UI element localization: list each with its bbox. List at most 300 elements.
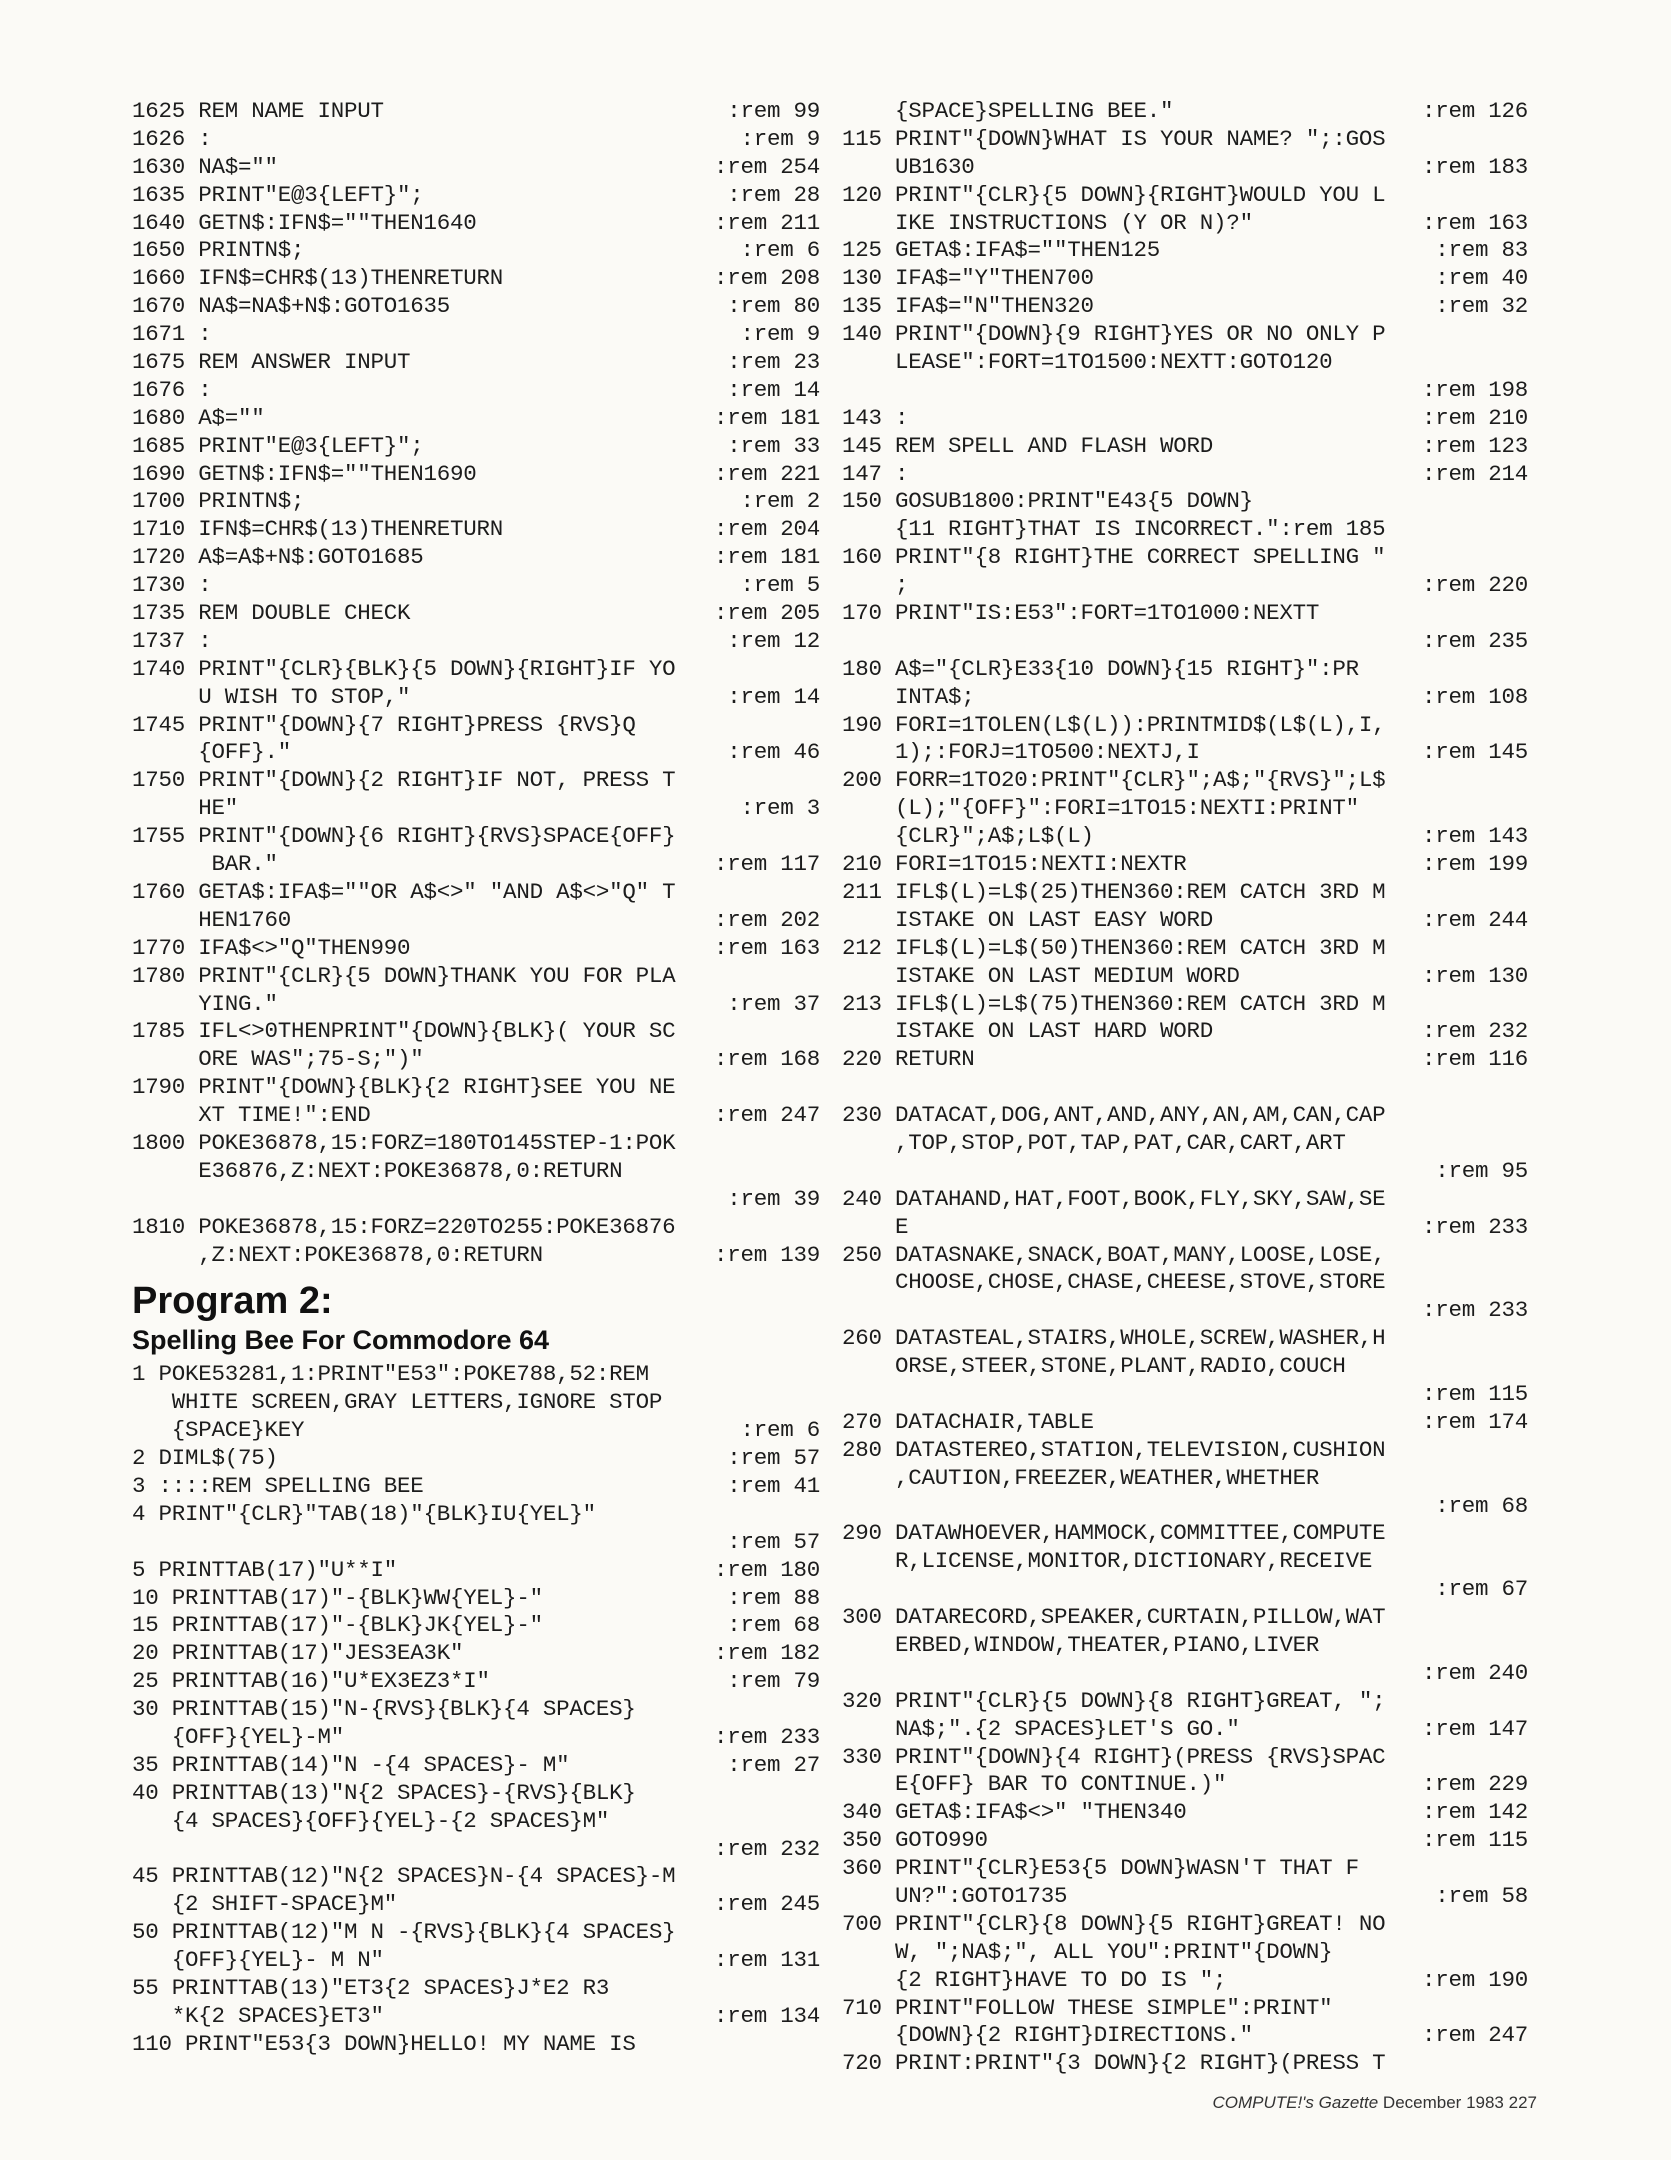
code-line <box>842 1855 1528 1883</box>
code-text: 700 PRINT"{CLR}{8 DOWN}{5 RIGHT}GREAT! NO <box>842 1910 1386 1937</box>
rem-checksum: :rem 202 <box>713 906 820 933</box>
rem-checksum: :rem 211 <box>713 209 820 236</box>
code-text: 260 DATASTEAL,STAIRS,WHOLE,SCREW,WASHER,H <box>842 1325 1386 1352</box>
code-line <box>132 656 820 684</box>
code-line <box>132 516 820 544</box>
code-text: ; <box>842 572 909 599</box>
program-2-subtitle: Spelling Bee For Commodore 64 <box>132 1325 550 1356</box>
code-text: 4 PRINT"{CLR}"TAB(18)"{BLK}IU{YEL}" <box>132 1500 596 1527</box>
code-line <box>132 321 820 349</box>
rem-checksum: :rem 3 <box>740 795 820 822</box>
code-text: R,LICENSE,MONITOR,DICTIONARY,RECEIVE <box>842 1548 1373 1575</box>
left-column <box>132 98 820 2059</box>
rem-checksum: :rem 12 <box>727 627 820 654</box>
code-line <box>132 1557 820 1585</box>
code-text: 1 POKE53281,1:PRINT"E53":POKE788,52:REM <box>132 1361 649 1388</box>
code-line <box>842 1102 1528 1130</box>
code-line <box>842 1632 1528 1660</box>
program-2-title: Program 2: <box>132 1280 333 1323</box>
code-line <box>132 1501 820 1529</box>
code-line <box>132 349 820 377</box>
code-text: 1710 IFN$=CHR$(13)THENRETURN <box>132 516 504 543</box>
code-text: 1800 POKE36878,15:FORZ=180TO145STEP-1:POK <box>132 1129 676 1156</box>
code-text: 1785 IFL<>0THENPRINT"{DOWN}{BLK}( YOUR SC <box>132 1018 676 1045</box>
rem-checksum: :rem 181 <box>713 404 820 431</box>
code-line <box>132 823 820 851</box>
code-line <box>132 1046 820 1074</box>
code-line <box>842 154 1528 182</box>
code-line <box>132 1808 820 1836</box>
code-line <box>842 1660 1528 1688</box>
code-text: 1685 PRINT"E@3{LEFT}"; <box>132 432 424 459</box>
rem-checksum: :rem 174 <box>1421 1408 1528 1435</box>
rem-checksum: :rem 220 <box>1421 572 1528 599</box>
code-text: {2 SHIFT-SPACE}M" <box>132 1891 398 1918</box>
page-number: 227 <box>1508 2093 1537 2112</box>
code-line <box>842 1437 1528 1465</box>
code-text: 360 PRINT"{CLR}E53{5 DOWN}WASN'T THAT F <box>842 1855 1359 1882</box>
code-text: 720 PRINT:PRINT"{3 DOWN}{2 RIGHT}(PRESS T <box>842 2050 1386 2077</box>
rem-checksum: :rem 123 <box>1421 432 1528 459</box>
rem-checksum: :rem 116 <box>1421 1046 1528 1073</box>
code-text: 3 ::::REM SPELLING BEE <box>132 1472 424 1499</box>
code-text: 1650 PRINTN$; <box>132 237 305 264</box>
code-text: 35 PRINTTAB(14)"N -{4 SPACES}- M" <box>132 1751 570 1778</box>
rem-checksum: :rem 126 <box>1421 98 1528 124</box>
code-line <box>842 1158 1528 1186</box>
code-line <box>132 433 820 461</box>
code-text: {OFF}{YEL}- M N" <box>132 1947 384 1974</box>
rem-checksum: :rem 40 <box>1435 265 1528 292</box>
code-text: 1735 REM DOUBLE CHECK <box>132 600 411 627</box>
code-text: 270 DATACHAIR,TABLE <box>842 1408 1094 1435</box>
code-line <box>842 823 1528 851</box>
code-text: ,Z:NEXT:POKE36878,0:RETURN <box>132 1241 543 1268</box>
code-line <box>842 1576 1528 1604</box>
code-text: *K{2 SPACES}ET3" <box>132 2002 384 2029</box>
code-line <box>132 572 820 600</box>
code-text: {OFF}." <box>132 739 292 766</box>
code-line <box>842 488 1528 516</box>
code-line <box>842 349 1528 377</box>
code-text: INTA$; <box>842 683 975 710</box>
code-text: 1700 PRINTN$; <box>132 488 305 515</box>
rem-checksum: :rem 181 <box>713 544 820 571</box>
rem-checksum: :rem 39 <box>727 1185 820 1212</box>
code-text: UB1630 <box>842 153 975 180</box>
code-text: 1635 PRINT"E@3{LEFT}"; <box>132 181 424 208</box>
code-line <box>842 991 1528 1019</box>
rem-checksum: :rem 115 <box>1421 1827 1528 1854</box>
code-line <box>132 712 820 740</box>
code-line <box>842 1242 1528 1270</box>
code-line <box>132 1102 820 1130</box>
code-text: 200 FORR=1TO20:PRINT"{CLR}";A$;"{RVS}";L$ <box>842 767 1386 794</box>
code-text: YING." <box>132 990 278 1017</box>
right-column <box>842 98 1528 2078</box>
code-line <box>842 1604 1528 1632</box>
listing-program-2 <box>132 1361 820 2058</box>
code-line <box>132 1668 820 1696</box>
code-line <box>132 628 820 656</box>
code-line <box>132 1696 820 1724</box>
code-text: BAR." <box>132 851 278 878</box>
code-text: 15 PRINTTAB(17)"-{BLK}JK{YEL}-" <box>132 1612 543 1639</box>
rem-checksum: :rem 9 <box>740 321 820 348</box>
code-text: HEN1760 <box>132 906 292 933</box>
code-text: 140 PRINT"{DOWN}{9 RIGHT}YES OR NO ONLY P <box>842 321 1386 348</box>
rem-checksum: :rem 131 <box>713 1947 820 1974</box>
rem-checksum: :rem 247 <box>713 1102 820 1129</box>
rem-checksum: :rem 57 <box>727 1528 820 1555</box>
code-text: (L);"{OFF}":FORI=1TO15:NEXTI:PRINT" <box>842 795 1359 822</box>
code-line <box>132 1130 820 1158</box>
code-line <box>132 377 820 405</box>
code-text: 110 PRINT"E53{3 DOWN}HELLO! MY NAME IS <box>132 2030 636 2057</box>
code-text: IKE INSTRUCTIONS (Y OR N)?" <box>842 209 1253 236</box>
code-line <box>842 712 1528 740</box>
code-line <box>842 656 1528 684</box>
code-text: 1670 NA$=NA$+N$:GOTO1635 <box>132 293 451 320</box>
code-text: LEASE":FORT=1TO1500:NEXTT:GOTO120 <box>842 349 1333 376</box>
code-text: 135 IFA$="N"THEN320 <box>842 293 1094 320</box>
code-line <box>132 991 820 1019</box>
code-line <box>842 1716 1528 1744</box>
code-text: 1626 : <box>132 125 212 152</box>
code-line <box>842 1688 1528 1716</box>
code-line <box>842 461 1528 489</box>
code-line <box>842 1214 1528 1242</box>
code-text: ORSE,STEER,STONE,PLANT,RADIO,COUCH <box>842 1353 1346 1380</box>
code-text: 280 DATASTEREO,STATION,TELEVISION,CUSHION <box>842 1436 1386 1463</box>
rem-checksum: :rem 58 <box>1435 1883 1528 1909</box>
code-line <box>842 265 1528 293</box>
code-text: W, ";NA$;", ALL YOU":PRINT"{DOWN} <box>842 1938 1333 1965</box>
code-text: 143 : <box>842 404 909 431</box>
code-text: {2 RIGHT}HAVE TO DO IS "; <box>842 1966 1227 1993</box>
code-line <box>842 1269 1528 1297</box>
code-line <box>132 1612 820 1640</box>
code-line <box>842 851 1528 879</box>
code-line <box>132 1242 820 1270</box>
rem-checksum: :rem 233 <box>1421 1297 1528 1324</box>
rem-checksum: :rem 14 <box>727 683 820 710</box>
code-text: ERBED,WINDOW,THEATER,PIANO,LIVER <box>842 1631 1320 1658</box>
rem-checksum: :rem 14 <box>727 376 820 403</box>
code-line <box>132 1074 820 1102</box>
code-text: 211 IFL$(L)=L$(25)THEN360:REM CATCH 3RD M <box>842 878 1386 905</box>
code-text: 2 DIML$(75) <box>132 1445 278 1472</box>
rem-checksum: :rem 79 <box>727 1668 820 1695</box>
code-text: 1680 A$="" <box>132 404 265 431</box>
code-text: 50 PRINTTAB(12)"M N -{RVS}{BLK}{4 SPACES} <box>132 1919 676 1946</box>
code-line <box>132 98 820 126</box>
rem-checksum: :rem 240 <box>1421 1659 1528 1686</box>
code-line <box>132 1947 820 1975</box>
code-line <box>842 739 1528 767</box>
code-line <box>842 572 1528 600</box>
code-line <box>132 1417 820 1445</box>
code-text: 20 PRINTTAB(17)"JES3EA3K" <box>132 1640 464 1667</box>
code-text: {SPACE}KEY <box>132 1417 305 1444</box>
code-text: 180 A$="{CLR}E33{10 DOWN}{15 RIGHT}":PR <box>842 655 1359 682</box>
code-line <box>132 488 820 516</box>
code-text: 150 GOSUB1800:PRINT"E43{5 DOWN} <box>842 488 1253 515</box>
code-line <box>132 1975 820 2003</box>
code-line <box>842 1130 1528 1158</box>
code-line <box>132 1780 820 1808</box>
code-line <box>842 1186 1528 1214</box>
code-line <box>132 461 820 489</box>
code-line <box>132 1186 820 1214</box>
rem-checksum: :rem 214 <box>1421 460 1528 487</box>
rem-checksum: :rem 28 <box>727 181 820 208</box>
code-text: 120 PRINT"{CLR}{5 DOWN}{RIGHT}WOULD YOU L <box>842 181 1386 208</box>
code-text: 147 : <box>842 460 909 487</box>
code-text: {SPACE}SPELLING BEE." <box>842 98 1174 124</box>
code-line <box>132 1919 820 1947</box>
code-line <box>842 1409 1528 1437</box>
code-line <box>132 1361 820 1389</box>
code-text: 170 PRINT"IS:E53":FORT=1TO1000:NEXTT <box>842 600 1320 627</box>
code-line <box>842 1827 1528 1855</box>
rem-checksum: :rem 67 <box>1435 1576 1528 1603</box>
code-text: 160 PRINT"{8 RIGHT}THE CORRECT SPELLING " <box>842 544 1386 571</box>
code-line <box>842 516 1528 544</box>
code-text: 1690 GETN$:IFN$=""THEN1690 <box>132 460 477 487</box>
rem-checksum: :rem 247 <box>1421 2022 1528 2049</box>
code-line <box>132 210 820 238</box>
code-text: 250 DATASNAKE,SNACK,BOAT,MANY,LOOSE,LOSE, <box>842 1241 1386 1268</box>
code-text: 1625 REM NAME INPUT <box>132 98 384 124</box>
code-text: 5 PRINTTAB(17)"U**I" <box>132 1556 398 1583</box>
rem-checksum: :rem 68 <box>727 1612 820 1639</box>
code-text: 240 DATAHAND,HAT,FOOT,BOOK,FLY,SKY,SAW,SE <box>842 1185 1386 1212</box>
code-text: 30 PRINTTAB(15)"N-{RVS}{BLK}{4 SPACES} <box>132 1696 636 1723</box>
code-line <box>132 1836 820 1864</box>
code-line <box>842 1465 1528 1493</box>
code-line <box>132 1863 820 1891</box>
code-text: 40 PRINTTAB(13)"N{2 SPACES}-{RVS}{BLK} <box>132 1779 636 1806</box>
code-line <box>132 265 820 293</box>
code-line <box>132 2003 820 2031</box>
code-text: 10 PRINTTAB(17)"-{BLK}WW{YEL}-" <box>132 1584 543 1611</box>
code-line <box>842 1939 1528 1967</box>
code-text: 1);:FORJ=1TO500:NEXTJ,I <box>842 739 1200 766</box>
code-text: {DOWN}{2 RIGHT}DIRECTIONS." <box>842 2022 1253 2049</box>
code-text: 350 GOTO990 <box>842 1827 988 1854</box>
listing-program-1 <box>132 98 820 1269</box>
code-text: ,CAUTION,FREEZER,WEATHER,WHETHER <box>842 1464 1320 1491</box>
rem-checksum: :rem 244 <box>1421 906 1528 933</box>
code-line <box>842 1548 1528 1576</box>
rem-checksum: :rem 99 <box>727 98 820 124</box>
code-line <box>132 293 820 321</box>
code-line <box>842 1297 1528 1325</box>
code-text: 710 PRINT"FOLLOW THESE SIMPLE":PRINT" <box>842 1994 1333 2021</box>
rem-checksum: :rem 221 <box>713 460 820 487</box>
code-text: 210 FORI=1TO15:NEXTI:NEXTR <box>842 851 1187 878</box>
code-text: 1671 : <box>132 321 212 348</box>
code-text: E36876,Z:NEXT:POKE36878,0:RETURN <box>132 1157 623 1184</box>
rem-checksum: :rem 210 <box>1421 404 1528 431</box>
code-text: 220 RETURN <box>842 1046 975 1073</box>
rem-checksum: :rem 139 <box>713 1241 820 1268</box>
code-line <box>132 1752 820 1780</box>
code-line <box>842 433 1528 461</box>
code-line <box>842 1520 1528 1548</box>
code-text: 1720 A$=A$+N$:GOTO1685 <box>132 544 424 571</box>
code-text: {11 RIGHT}THAT IS INCORRECT.":rem 185 <box>842 516 1386 543</box>
code-line <box>132 544 820 572</box>
code-line <box>132 126 820 154</box>
code-line <box>132 684 820 712</box>
rem-checksum: :rem 95 <box>1435 1157 1528 1184</box>
rem-checksum: :rem 134 <box>713 2002 820 2029</box>
rem-checksum: :rem 142 <box>1421 1799 1528 1826</box>
code-line <box>132 1640 820 1668</box>
code-line <box>842 1995 1528 2023</box>
code-text: {4 SPACES}{OFF}{YEL}-{2 SPACES}M" <box>132 1807 610 1834</box>
code-line <box>842 1325 1528 1353</box>
code-text: 1740 PRINT"{CLR}{BLK}{5 DOWN}{RIGHT}IF YO <box>132 655 676 682</box>
code-line <box>842 210 1528 238</box>
rem-checksum: :rem 6 <box>740 237 820 264</box>
code-line <box>842 405 1528 433</box>
rem-checksum: :rem 233 <box>713 1723 820 1750</box>
code-text: 125 GETA$:IFA$=""THEN125 <box>842 237 1161 264</box>
code-text: {OFF}{YEL}-M" <box>132 1723 345 1750</box>
issue-date: December 1983 <box>1382 2093 1504 2112</box>
code-text: 1810 POKE36878,15:FORZ=220TO255:POKE36876 <box>132 1213 676 1240</box>
code-text: 1790 PRINT"{DOWN}{BLK}{2 RIGHT}SEE YOU NE <box>132 1074 676 1101</box>
code-text: 330 PRINT"{DOWN}{4 RIGHT}(PRESS {RVS}SPAC <box>842 1743 1386 1770</box>
code-line <box>842 907 1528 935</box>
code-text: 25 PRINTTAB(16)"U*EX3EZ3*I" <box>132 1668 490 1695</box>
code-line <box>132 767 820 795</box>
code-line <box>132 182 820 210</box>
rem-checksum: :rem 117 <box>713 851 820 878</box>
code-line <box>842 237 1528 265</box>
rem-checksum: :rem 235 <box>1421 627 1528 654</box>
code-text: HE" <box>132 795 239 822</box>
code-line <box>842 1911 1528 1939</box>
code-line <box>842 2022 1528 2050</box>
rem-checksum: :rem 232 <box>1421 1018 1528 1045</box>
rem-checksum: :rem 180 <box>713 1556 820 1583</box>
rem-checksum: :rem 130 <box>1421 962 1528 989</box>
code-line <box>132 1389 820 1417</box>
rem-checksum: :rem 41 <box>727 1472 820 1499</box>
publication-name: COMPUTE!'s Gazette <box>1212 2093 1379 2112</box>
code-line <box>842 684 1528 712</box>
code-text: ISTAKE ON LAST HARD WORD <box>842 1018 1214 1045</box>
code-text: 1755 PRINT"{DOWN}{6 RIGHT}{RVS}SPACE{OFF} <box>132 823 676 850</box>
code-line <box>132 600 820 628</box>
code-line <box>842 1771 1528 1799</box>
code-text: 1640 GETN$:IFN$=""THEN1640 <box>132 209 477 236</box>
code-text: WHITE SCREEN,GRAY LETTERS,IGNORE STOP <box>132 1389 663 1416</box>
rem-checksum: :rem 254 <box>713 153 820 180</box>
code-line <box>132 1445 820 1473</box>
code-line <box>132 1529 820 1557</box>
code-line <box>132 879 820 907</box>
code-line <box>842 628 1528 656</box>
rem-checksum: :rem 145 <box>1421 739 1528 766</box>
code-line <box>132 935 820 963</box>
code-text: 130 IFA$="Y"THEN700 <box>842 265 1094 292</box>
code-text: XT TIME!":END <box>132 1102 371 1129</box>
code-text: 300 DATARECORD,SPEAKER,CURTAIN,PILLOW,WAT <box>842 1604 1386 1631</box>
rem-checksum: :rem 143 <box>1421 823 1528 850</box>
code-line <box>842 293 1528 321</box>
code-text: 1750 PRINT"{DOWN}{2 RIGHT}IF NOT, PRESS T <box>132 767 676 794</box>
code-text: ISTAKE ON LAST EASY WORD <box>842 906 1214 933</box>
rem-checksum: :rem 229 <box>1421 1771 1528 1798</box>
code-text: 115 PRINT"{DOWN}WHAT IS YOUR NAME? ";:GOS <box>842 125 1386 152</box>
code-line <box>132 739 820 767</box>
code-line <box>842 1074 1528 1102</box>
rem-checksum: :rem 208 <box>713 265 820 292</box>
code-text: E <box>842 1213 909 1240</box>
code-line <box>132 907 820 935</box>
rem-checksum: :rem 147 <box>1421 1715 1528 1742</box>
rem-checksum: :rem 83 <box>1435 237 1528 264</box>
code-line <box>842 377 1528 405</box>
code-line <box>132 405 820 433</box>
code-line <box>132 795 820 823</box>
code-line <box>842 795 1528 823</box>
code-text: 1660 IFN$=CHR$(13)THENRETURN <box>132 265 504 292</box>
code-text: CHOOSE,CHOSE,CHASE,CHEESE,STOVE,STORE <box>842 1269 1386 1296</box>
code-text: 230 DATACAT,DOG,ANT,AND,ANY,AN,AM,CAN,CAP <box>842 1102 1386 1129</box>
rem-checksum: :rem 183 <box>1421 153 1528 180</box>
code-line <box>132 1891 820 1919</box>
code-text: 1737 : <box>132 627 212 654</box>
code-text: ,TOP,STOP,POT,TAP,PAT,CAR,CART,ART <box>842 1129 1346 1156</box>
code-line <box>842 126 1528 154</box>
rem-checksum: :rem 33 <box>727 432 820 459</box>
rem-checksum: :rem 46 <box>727 739 820 766</box>
code-text: 190 FORI=1TOLEN(L$(L)):PRINTMID$(L$(L),I, <box>842 711 1386 738</box>
code-line <box>842 1967 1528 1995</box>
page-footer <box>1212 2093 1537 2113</box>
rem-checksum: :rem 190 <box>1421 1966 1528 1993</box>
code-line <box>842 182 1528 210</box>
code-text: 320 PRINT"{CLR}{5 DOWN}{8 RIGHT}GREAT, "; <box>842 1687 1386 1714</box>
code-line <box>842 879 1528 907</box>
rem-checksum: :rem 6 <box>740 1417 820 1444</box>
code-text: ORE WAS";75-S;")" <box>132 1046 424 1073</box>
code-text: 1676 : <box>132 376 212 403</box>
rem-checksum: :rem 27 <box>727 1751 820 1778</box>
code-line <box>842 1883 1528 1911</box>
code-line <box>842 767 1528 795</box>
listing-program-2-continued <box>842 98 1528 2078</box>
code-line <box>132 1158 820 1186</box>
code-text: 213 IFL$(L)=L$(75)THEN360:REM CATCH 3RD M <box>842 990 1386 1017</box>
code-text: 45 PRINTTAB(12)"N{2 SPACES}N-{4 SPACES}-M <box>132 1863 676 1890</box>
code-line <box>132 1214 820 1242</box>
rem-checksum: :rem 80 <box>727 293 820 320</box>
code-line <box>842 98 1528 126</box>
code-text: UN?":GOTO1735 <box>842 1883 1068 1909</box>
code-line <box>842 321 1528 349</box>
code-line <box>842 2050 1528 2078</box>
rem-checksum: :rem 198 <box>1421 376 1528 403</box>
code-line <box>132 1724 820 1752</box>
code-text: 1730 : <box>132 572 212 599</box>
